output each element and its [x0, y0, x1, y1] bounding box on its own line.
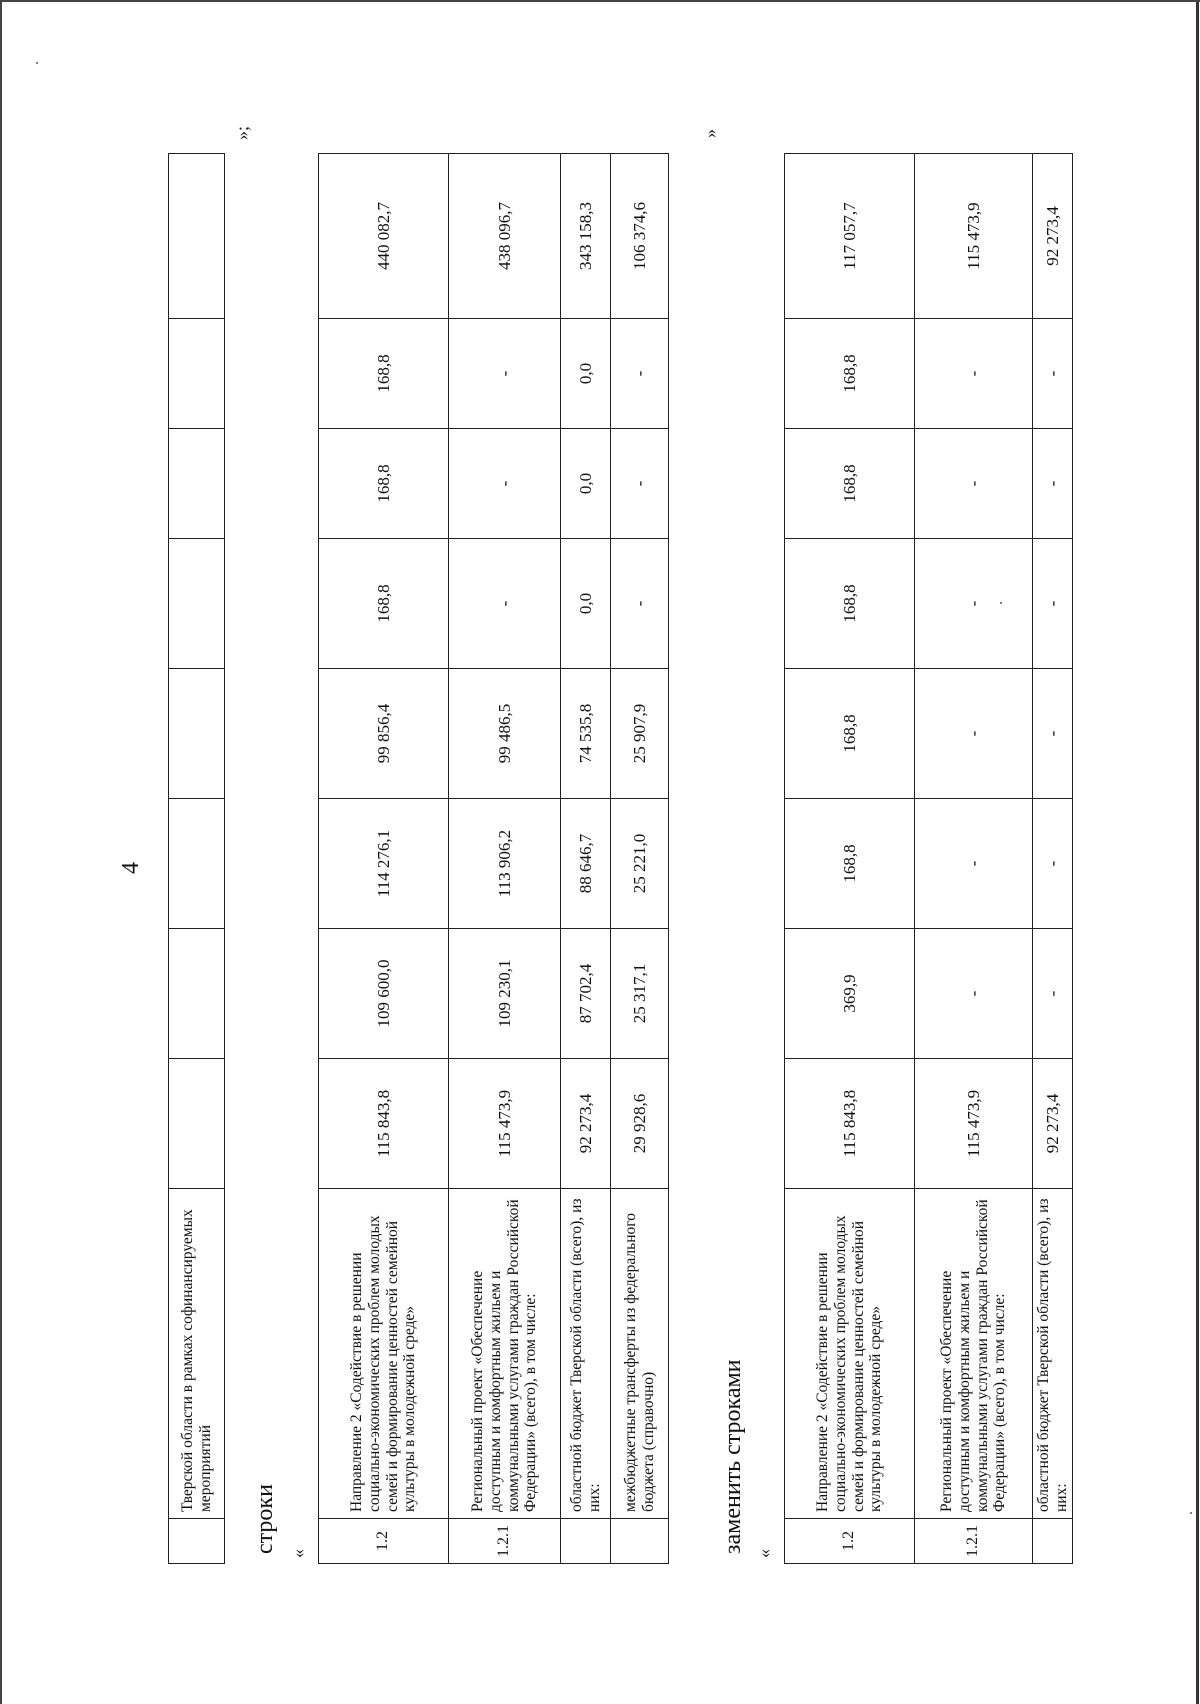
row-value-cell: -	[449, 429, 561, 539]
table-row	[449, 154, 561, 1564]
row-code-cell: 1.2	[785, 1519, 915, 1564]
row-value-cell: 115 843,8	[785, 1059, 915, 1189]
scan-edge-left	[0, 0, 1200, 2]
row-value-cell: 168,8	[785, 429, 915, 539]
section1-open-quote: «	[288, 1549, 308, 1558]
row-value-cell: -	[1033, 929, 1073, 1059]
fragment-row	[169, 154, 225, 1564]
row-value-cell: 88 646,7	[561, 799, 611, 929]
row-value-cell: -	[915, 929, 1033, 1059]
row-value-cell: 25 907,9	[611, 669, 669, 799]
row-value-cell: 115 473,9	[449, 1059, 561, 1189]
row-name-cell: областной бюджет Тверской области (всего), из них:	[1033, 1189, 1073, 1519]
row-value-cell: 114 276,1	[319, 799, 449, 929]
fragment-code-cell	[169, 1519, 225, 1564]
section1-close-quote: »	[700, 129, 720, 138]
row-value-cell: 92 273,4	[1033, 1059, 1073, 1189]
row-total-cell: 106 374,6	[611, 154, 669, 319]
row-value-cell: 99 856,4	[319, 669, 449, 799]
row-value-cell: 113 906,2	[449, 799, 561, 929]
row-value-cell: -	[915, 539, 1033, 669]
table-row	[785, 154, 915, 1564]
fragment-cell	[169, 539, 225, 669]
scan-edge-top	[0, 0, 2, 1704]
fragment-table	[168, 153, 225, 1564]
row-code-cell	[611, 1519, 669, 1564]
fragment-cell	[169, 154, 225, 319]
row-value-cell: 25 221,0	[611, 799, 669, 929]
row-total-cell: 438 096,7	[449, 154, 561, 319]
row-name-cell: Региональный проект «Обеспечение доступным и комфортным жильем и коммунальными услугами граждан Российской Федерации» (всего), в том числе:	[449, 1189, 561, 1519]
row-value-cell: -	[449, 319, 561, 429]
row-value-cell: -	[449, 539, 561, 669]
row-code-cell: 1.2.1	[449, 1519, 561, 1564]
row-value-cell: -	[915, 429, 1033, 539]
row-value-cell: -	[1033, 669, 1073, 799]
fragment-cell	[169, 799, 225, 929]
section2-heading: заменить строками	[720, 1359, 746, 1554]
section1-heading: строки	[252, 1484, 278, 1554]
fragment-cell	[169, 1059, 225, 1189]
row-total-cell: 440 082,7	[319, 154, 449, 319]
row-name-cell: областной бюджет Тверской области (всего), из них:	[561, 1189, 611, 1519]
section2-table	[784, 153, 1073, 1564]
row-value-cell: -	[611, 429, 669, 539]
row-value-cell: 0,0	[561, 539, 611, 669]
scan-speck	[1000, 602, 1002, 604]
scan-speck	[1190, 1512, 1192, 1514]
row-value-cell: 0,0	[561, 429, 611, 539]
row-code-cell: 1.2.1	[915, 1519, 1033, 1564]
table-row	[561, 154, 611, 1564]
section2-open-quote: «	[754, 1549, 774, 1558]
row-value-cell: 109 600,0	[319, 929, 449, 1059]
row-value-cell: -	[611, 539, 669, 669]
row-value-cell: 115 473,9	[915, 1059, 1033, 1189]
scan-edge-bottom	[1196, 0, 1199, 1704]
row-value-cell: 168,8	[785, 669, 915, 799]
row-value-cell: -	[1033, 799, 1073, 929]
row-value-cell: 74 535,8	[561, 669, 611, 799]
row-value-cell: 25 317,1	[611, 929, 669, 1059]
scan-speck	[36, 62, 38, 64]
table-row	[915, 154, 1033, 1564]
table-row	[319, 154, 449, 1564]
row-value-cell: 109 230,1	[449, 929, 561, 1059]
row-value-cell: 168,8	[785, 539, 915, 669]
fragment-cell	[169, 429, 225, 539]
row-value-cell: 168,8	[319, 319, 449, 429]
row-code-cell	[1033, 1519, 1073, 1564]
row-code-cell	[561, 1519, 611, 1564]
row-value-cell: 168,8	[319, 429, 449, 539]
row-value-cell: 168,8	[785, 319, 915, 429]
row-value-cell: -	[611, 319, 669, 429]
fragment-cell	[169, 669, 225, 799]
row-value-cell: -	[915, 319, 1033, 429]
row-name-cell: Направление 2 «Содействие в решении социально-экономических проблем молодых семей и формирование ценностей семейной культуры в молодежной среде»	[785, 1189, 915, 1519]
row-value-cell: 92 273,4	[561, 1059, 611, 1189]
row-value-cell: -	[1033, 429, 1073, 539]
row-value-cell: 168,8	[785, 799, 915, 929]
row-value-cell: -	[1033, 319, 1073, 429]
row-value-cell: 99 486,5	[449, 669, 561, 799]
row-name-cell: Направление 2 «Содействие в решении социально-экономических проблем молодых семей и формирование ценностей семейной культуры в молодежной среде»	[319, 1189, 449, 1519]
row-value-cell: 29 928,6	[611, 1059, 669, 1189]
fragment-cell	[169, 319, 225, 429]
page-number: 4	[118, 862, 144, 874]
table-row	[611, 154, 669, 1564]
row-total-cell: 92 273,4	[1033, 154, 1073, 319]
row-value-cell: -	[1033, 539, 1073, 669]
row-name-cell: межбюджетные трансферты из федерального бюджета (справочно)	[611, 1189, 669, 1519]
row-total-cell: 117 057,7	[785, 154, 915, 319]
row-value-cell: 87 702,4	[561, 929, 611, 1059]
row-value-cell: -	[915, 669, 1033, 799]
row-value-cell: 168,8	[319, 539, 449, 669]
row-total-cell: 343 158,3	[561, 154, 611, 319]
fragment-cell	[169, 929, 225, 1059]
row-value-cell: 369,9	[785, 929, 915, 1059]
fragment-name-cell: Тверской области в рамках софинансируемых мероприятий	[169, 1189, 225, 1519]
row-total-cell: 115 473,9	[915, 154, 1033, 319]
row-value-cell: 0,0	[561, 319, 611, 429]
row-value-cell: -	[915, 799, 1033, 929]
row-value-cell: 115 843,8	[319, 1059, 449, 1189]
row-name-cell: Региональный проект «Обеспечение доступным и комфортным жильем и коммунальными услугами граждан Российской Федерации» (всего), в том числе:	[915, 1189, 1033, 1519]
section1-table	[318, 153, 669, 1564]
row-code-cell: 1.2	[319, 1519, 449, 1564]
table-row	[1033, 154, 1073, 1564]
fragment-closing-quote: »;	[232, 125, 252, 140]
